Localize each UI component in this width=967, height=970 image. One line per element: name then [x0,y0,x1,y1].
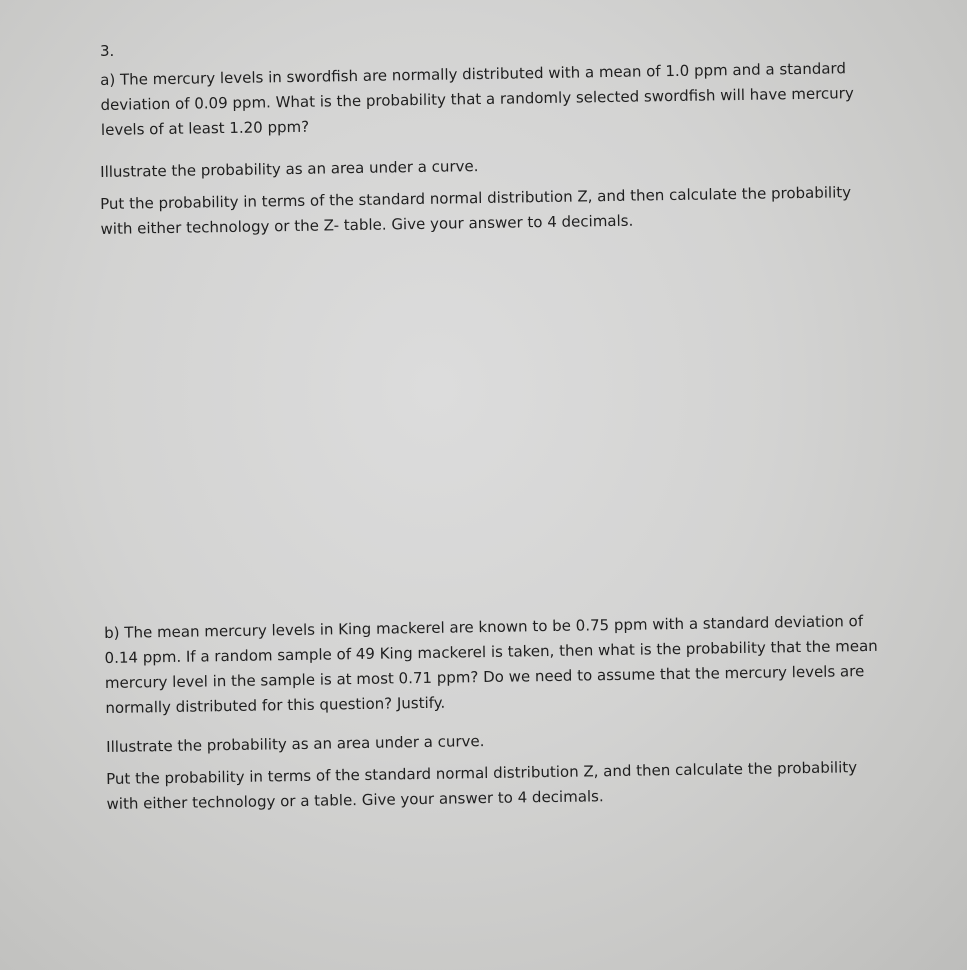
part-a-line: a) The mercury levels in swordfish are normally distributed with a mean of 1.0 ppm and a standard [100,59,847,89]
part-b-put-line: with either technology or a table. Give your answer to 4 decimals. [106,787,604,813]
part-a-calculation-instruction [100,180,852,242]
part-b-question [104,609,879,721]
part-b-line: mercury level in the sample is at most 0.71 ppm? Do we need to assume that the mercury levels are [104,662,865,692]
part-b-put-line: Put the probability in terms of the standard normal distribution Z, and then calculate the probability [106,758,858,788]
part-a-put-line: Put the probability in terms of the standard normal distribution Z, and then calculate the probability [100,183,852,213]
part-b-illustrate-text: Illustrate the probability as an area under a curve. [106,732,485,756]
problem-number: 3. [100,42,115,60]
part-b-line: normally distributed for this question? Justify. [105,693,446,717]
part-a-illustrate-text: Illustrate the probability as an area under a curve. [100,157,479,181]
part-a-question [100,56,854,143]
part-a-line: levels of at least 1.20 ppm? [100,117,310,139]
part-b-illustrate-instruction [106,729,485,760]
part-b-line: 0.14 ppm. If a random sample of 49 King mackerel is taken, then what is the probability that the mean [104,636,878,667]
part-b-line: b) The mean mercury levels in King mackerel are known to be 0.75 ppm with a standard deviation of [104,612,864,642]
part-b-calculation-instruction [106,755,858,817]
part-a-put-line: with either technology or the Z- table. Give your answer to 4 decimals. [100,211,634,238]
part-a-line: deviation of 0.09 ppm. What is the probability that a randomly selected swordfish will have mercury [100,84,854,114]
part-a-illustrate-instruction [100,154,479,185]
